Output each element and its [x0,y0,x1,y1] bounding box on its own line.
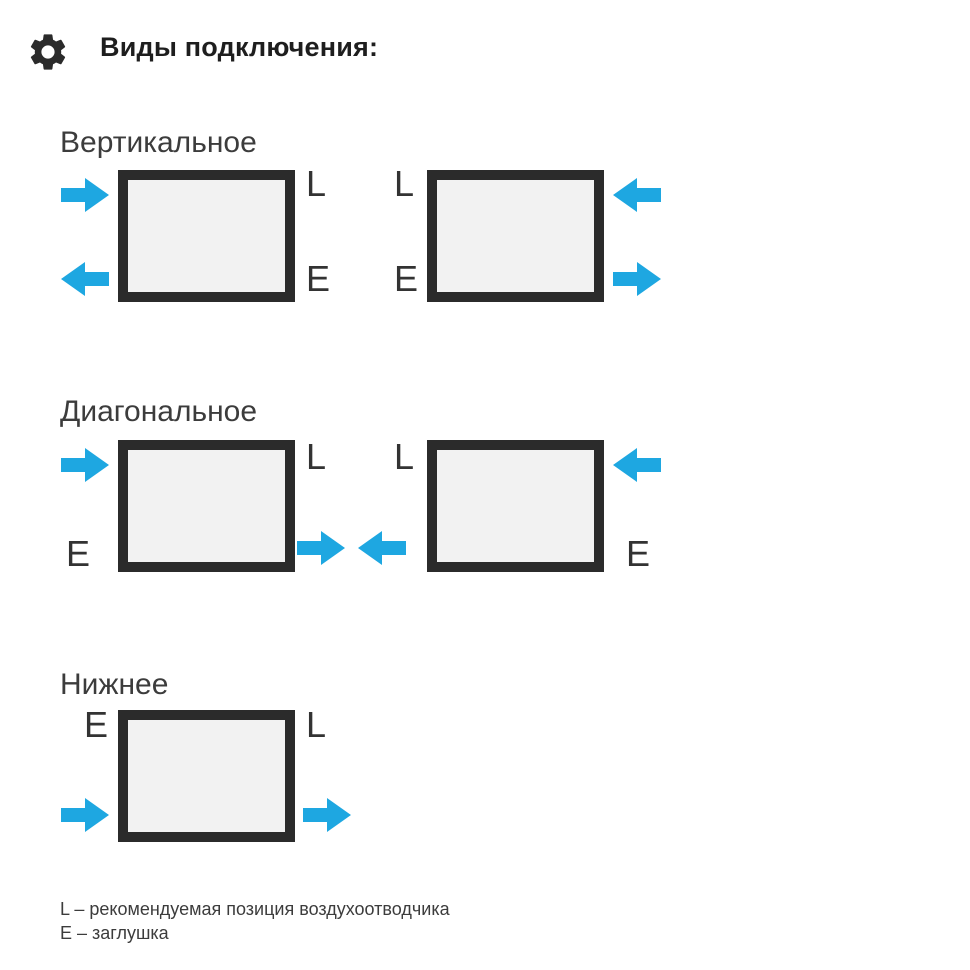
arrow-left-icon [60,260,110,298]
port-label-L: L [394,163,415,204]
port-label-E: E [66,533,91,574]
page-title: Виды подключения: [100,32,379,62]
port-label-L: L [306,436,327,477]
arrow-left-icon [357,529,407,567]
port-label-E: E [626,533,651,574]
port-label-L: L [306,704,327,745]
port-label-E: E [84,704,109,745]
arrow-right-icon [296,529,346,567]
arrow-left-icon [612,176,662,214]
port-label-E: E [394,258,419,299]
legend [60,897,450,945]
section-title-vertical: Вертикальное [60,126,257,159]
arrow-right-icon [612,260,662,298]
legend-line-E: E – заглушка [60,923,169,943]
radiator [427,440,604,572]
radiator [118,170,295,302]
radiator [118,710,295,842]
arrow-right-icon [60,176,110,214]
gear-icon [26,30,70,74]
arrow-left-icon [612,446,662,484]
section-title-diagonal: Диагональное [60,395,258,428]
arrow-right-icon [302,796,352,834]
radiator [118,440,295,572]
port-label-E: E [306,258,331,299]
port-label-L: L [306,163,327,204]
section-title-bottom: Нижнее [60,668,169,701]
radiator [427,170,604,302]
arrow-right-icon [60,446,110,484]
port-label-L: L [394,436,415,477]
arrow-right-icon [60,796,110,834]
legend-line-L: L – рекомендуемая позиция воздухоотводчика [60,899,450,919]
